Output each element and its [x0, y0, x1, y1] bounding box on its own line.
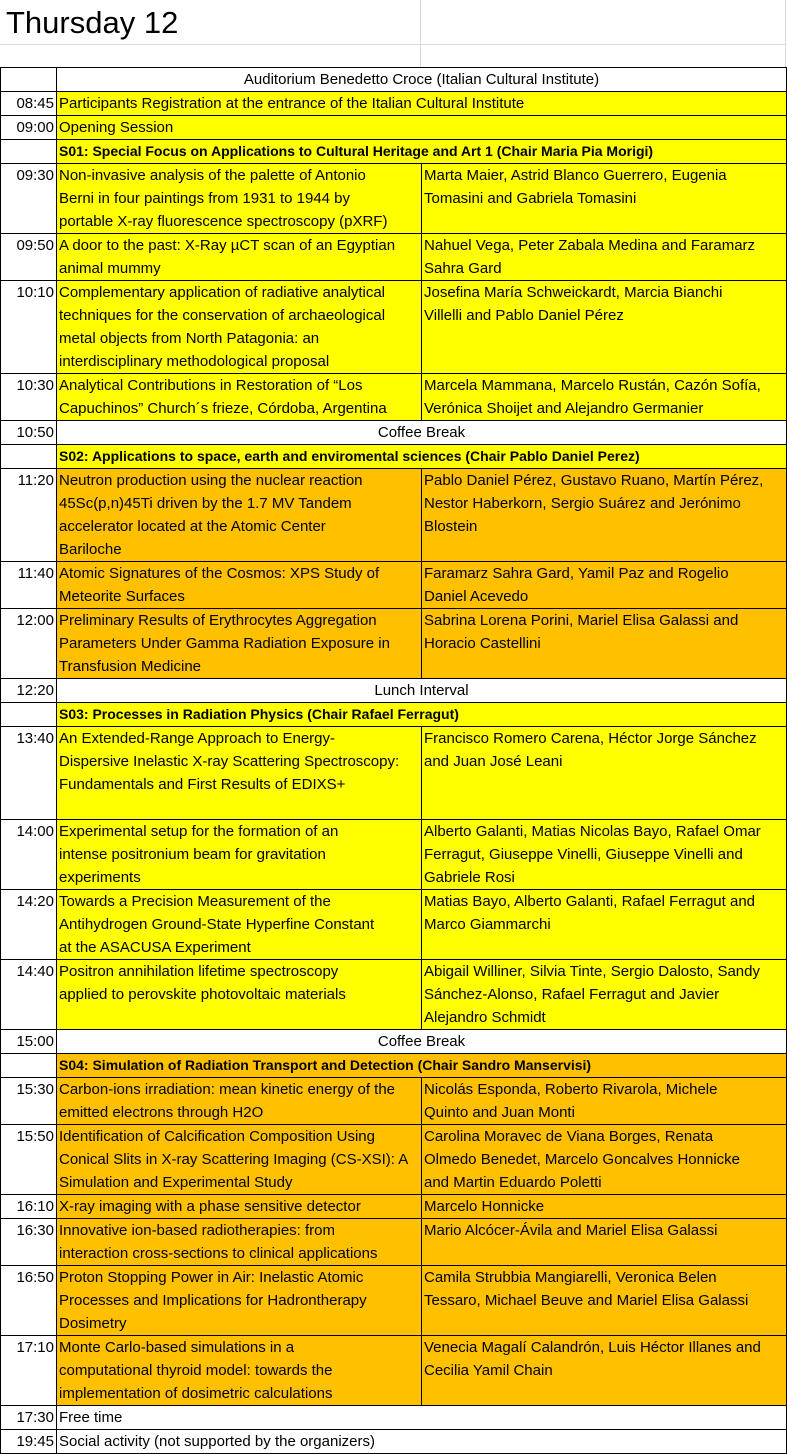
- talk-row: [1, 960, 787, 1030]
- time-cell: 17:10: [1, 1336, 57, 1406]
- session-title: S03: Processes in Radiation Physics (Chair Rafael Ferragut): [57, 703, 787, 727]
- talk-authors-line: Faramarz Sahra Gard, Yamil Paz and Rogelio: [424, 565, 729, 582]
- schedule-table: [0, 67, 787, 1454]
- time-cell: 19:45: [1, 1430, 57, 1454]
- talk-title-line: Meteorite Surfaces: [59, 588, 185, 605]
- time-cell: 17:30: [1, 1406, 57, 1430]
- talk-authors-line: Matias Bayo, Alberto Galanti, Rafael Ferragut and: [424, 893, 756, 910]
- event-row: [1, 92, 787, 116]
- talk-authors-line: Nahuel Vega, Peter Zabala Medina and Faramarz: [424, 237, 756, 254]
- talk-title-line: emitted electrons through H2O: [59, 1104, 264, 1121]
- time-cell: 12:20: [1, 679, 57, 703]
- talk-title-line: computational thyroid model: towards the: [59, 1362, 333, 1379]
- talk-title-line: Experimental setup for the formation of an: [59, 823, 339, 840]
- talk-authors: [422, 562, 787, 609]
- talk-title-line: Dosimetry: [59, 1315, 127, 1332]
- session-title: S04: Simulation of Radiation Transport and Detection (Chair Sandro Manservisi): [57, 1054, 787, 1078]
- time-cell: 12:00: [1, 609, 57, 679]
- time-cell: [1, 445, 57, 469]
- talk-authors: [422, 960, 787, 1030]
- talk-authors-line: Camila Strubbia Mangiarelli, Veronica Belen: [424, 1269, 717, 1286]
- venue-row: [1, 68, 787, 92]
- event-row: [1, 116, 787, 140]
- talk-authors-line: Mario Alcócer-Ávila and Mariel Elisa Galassi: [424, 1222, 718, 1239]
- talk-authors-line: Abigail Williner, Silvia Tinte, Sergio Dalosto, Sandy: [424, 963, 760, 980]
- talk-title: [57, 890, 422, 960]
- time-cell: 08:45: [1, 92, 57, 116]
- talk-authors: [422, 469, 787, 562]
- event-label: Participants Registration at the entrance of the Italian Cultural Institute: [57, 92, 787, 116]
- time-cell: [1, 1054, 57, 1078]
- time-cell: 15:50: [1, 1125, 57, 1195]
- time-cell: [1, 140, 57, 164]
- talk-authors-line: and Martin Eduardo Poletti: [424, 1174, 602, 1191]
- talk-authors-line: Quinto and Juan Monti: [424, 1104, 575, 1121]
- talk-title: [57, 960, 422, 1030]
- talk-title-line: accelerator located at the Atomic Center: [59, 518, 326, 535]
- session-row: [1, 703, 787, 727]
- talk-authors-line: Nicolás Esponda, Roberto Rivarola, Michele: [424, 1081, 718, 1098]
- time-cell: 15:00: [1, 1030, 57, 1054]
- spacer: [59, 796, 419, 819]
- talk-authors-line: Alberto Galanti, Matias Nicolas Bayo, Rafael Omar: [424, 823, 761, 840]
- talk-authors: [422, 1266, 787, 1336]
- talk-authors-line: Ferragut, Giuseppe Vinelli, Giuseppe Vinelli and: [424, 846, 743, 863]
- gridline: [420, 0, 421, 67]
- talk-row: [1, 374, 787, 421]
- talk-authors-line: Nestor Haberkorn, Sergio Suárez and Jerónimo: [424, 495, 741, 512]
- talk-row: [1, 820, 787, 890]
- talk-row: [1, 164, 787, 234]
- talk-row: [1, 1219, 787, 1266]
- talk-authors-line: Sabrina Lorena Porini, Mariel Elisa Galassi and: [424, 612, 739, 629]
- talk-title-line: Parameters Under Gamma Radiation Exposure in: [59, 635, 390, 652]
- talk-title-line: Proton Stopping Power in Air: Inelastic Atomic: [59, 1269, 364, 1286]
- talk-authors: [422, 1078, 787, 1125]
- talk-title: [57, 1078, 422, 1125]
- break-label: Coffee Break: [57, 421, 787, 445]
- talk-title: [57, 1266, 422, 1336]
- talk-title-line: metal objects from North Patagonia: an: [59, 330, 320, 347]
- talk-title-line: interaction cross-sections to clinical applications: [59, 1245, 378, 1262]
- event-label: Free time: [57, 1406, 787, 1430]
- time-cell: 15:30: [1, 1078, 57, 1125]
- talk-row: [1, 1078, 787, 1125]
- talk-row: [1, 1266, 787, 1336]
- talk-row: [1, 609, 787, 679]
- talk-authors-line: Alejandro Schmidt: [424, 1009, 546, 1026]
- talk-authors: [422, 609, 787, 679]
- time-cell: 16:30: [1, 1219, 57, 1266]
- talk-authors: [422, 1125, 787, 1195]
- talk-title-line: Bariloche: [59, 541, 122, 558]
- talk-row: [1, 234, 787, 281]
- time-cell: 10:50: [1, 421, 57, 445]
- talk-title-line: Complementary application of radiative analytical: [59, 284, 386, 301]
- talk-authors-line: Verónica Shoijet and Alejandro Germanier: [424, 400, 704, 417]
- time-cell: 14:20: [1, 890, 57, 960]
- talk-authors-line: Francisco Romero Carena, Héctor Jorge Sánchez: [424, 730, 757, 747]
- session-title: S01: Special Focus on Applications to Cultural Heritage and Art 1 (Chair Maria Pia Morigi): [57, 140, 787, 164]
- talk-authors: [422, 1195, 787, 1219]
- talk-authors-line: Daniel Acevedo: [424, 588, 529, 605]
- talk-title-line: applied to perovskite photovoltaic materials: [59, 986, 346, 1003]
- talk-title-line: Analytical Contributions in Restoration of “Los: [59, 377, 363, 394]
- time-cell: 11:20: [1, 469, 57, 562]
- talk-title-line: Towards a Precision Measurement of the: [59, 893, 331, 910]
- event-label: Social activity (not supported by the organizers): [57, 1430, 787, 1454]
- time-cell: [1, 68, 57, 92]
- break-row: [1, 679, 787, 703]
- talk-authors-line: Tessaro, Michael Beuve and Mariel Elisa Galassi: [424, 1292, 749, 1309]
- break-row: [1, 421, 787, 445]
- gridline: [0, 44, 786, 45]
- talk-authors-line: Olmedo Benedet, Marcelo Goncalves Honnicke: [424, 1151, 740, 1168]
- talk-title-line: Non-invasive analysis of the palette of Antonio: [59, 167, 366, 184]
- talk-authors-line: Josefina María Schweickardt, Marcia Bianchi: [424, 284, 723, 301]
- talk-authors-line: Marta Maier, Astrid Blanco Guerrero, Eugenia: [424, 167, 727, 184]
- talk-title-line: Processes and Implications for Hadrontherapy: [59, 1292, 367, 1309]
- page-title: Thursday 12: [6, 5, 179, 40]
- talk-title-line: Carbon-ions irradiation: mean kinetic energy of the: [59, 1081, 396, 1098]
- talk-row: [1, 562, 787, 609]
- talk-title-line: An Extended-Range Approach to Energy-: [59, 730, 336, 747]
- talk-authors-line: Blostein: [424, 518, 478, 535]
- talk-title: [57, 469, 422, 562]
- talk-title-line: Identification of Calcification Composition Using: [59, 1128, 375, 1145]
- session-row: [1, 140, 787, 164]
- time-cell: 09:00: [1, 116, 57, 140]
- talk-title-line: Neutron production using the nuclear reaction: [59, 472, 363, 489]
- talk-authors: [422, 820, 787, 890]
- talk-authors-line: Cecilia Yamil Chain: [424, 1362, 553, 1379]
- time-cell: [1, 703, 57, 727]
- talk-authors-line: Gabriele Rosi: [424, 869, 515, 886]
- talk-title: [57, 727, 422, 820]
- talk-title-line: interdisciplinary methodological proposal: [59, 353, 330, 370]
- talk-authors: [422, 890, 787, 960]
- talk-title-line: Conical Slits in X-ray Scattering Imaging (CS-XSI): A: [59, 1151, 409, 1168]
- break-label: Lunch Interval: [57, 679, 787, 703]
- session-row: [1, 445, 787, 469]
- talk-authors: [422, 1219, 787, 1266]
- talk-row: [1, 1336, 787, 1406]
- talk-title-line: at the ASACUSA Experiment: [59, 939, 251, 956]
- talk-authors: [422, 281, 787, 374]
- gridline: [785, 0, 786, 67]
- talk-row: [1, 469, 787, 562]
- talk-title: [57, 234, 422, 281]
- talk-title-line: Atomic Signatures of the Cosmos: XPS Study of: [59, 565, 380, 582]
- talk-title-line: A door to the past: X-Ray µCT scan of an Egyptian: [59, 237, 396, 254]
- talk-row: [1, 1195, 787, 1219]
- talk-title: [57, 1336, 422, 1406]
- talk-title-line: Monte Carlo-based simulations in a: [59, 1339, 295, 1356]
- venue-header: Auditorium Benedetto Croce (Italian Cultural Institute): [57, 68, 787, 92]
- talk-title: [57, 374, 422, 421]
- event-row: [1, 1406, 787, 1430]
- talk-row: [1, 281, 787, 374]
- talk-title-line: Positron annihilation lifetime spectroscopy: [59, 963, 339, 980]
- talk-authors-line: and Juan José Leani: [424, 753, 563, 770]
- talk-title: [57, 820, 422, 890]
- talk-title-line: techniques for the conservation of archaeological: [59, 307, 386, 324]
- talk-title-line: 45Sc(p,n)45Ti driven by the 1.7 MV Tandem: [59, 495, 352, 512]
- talk-title: [57, 281, 422, 374]
- talk-title-line: Simulation and Experimental Study: [59, 1174, 293, 1191]
- talk-title: [57, 1195, 422, 1219]
- session-title: S02: Applications to space, earth and enviromental sciences (Chair Pablo Daniel Perez): [57, 445, 787, 469]
- talk-row: [1, 890, 787, 960]
- talk-authors-line: Horacio Castellini: [424, 635, 541, 652]
- talk-title-line: X-ray imaging with a phase sensitive detector: [59, 1198, 361, 1215]
- talk-authors-line: Tomasini and Gabriela Tomasini: [424, 190, 637, 207]
- talk-title: [57, 1125, 422, 1195]
- talk-title-line: intense positronium beam for gravitation: [59, 846, 326, 863]
- spacer: [59, 1006, 419, 1029]
- talk-authors-line: Carolina Moravec de Viana Borges, Renata: [424, 1128, 714, 1145]
- schedule-body: [1, 68, 787, 1454]
- talk-title-line: Innovative ion-based radiotherapies: from: [59, 1222, 335, 1239]
- talk-authors-line: Villelli and Pablo Daniel Pérez: [424, 307, 624, 324]
- talk-authors-line: Marcela Mammana, Marcelo Rustán, Cazón Sofía,: [424, 377, 761, 394]
- talk-title-line: animal mummy: [59, 260, 161, 277]
- talk-authors: [422, 727, 787, 820]
- talk-title-line: Transfusion Medicine: [59, 658, 202, 675]
- time-cell: 16:10: [1, 1195, 57, 1219]
- talk-authors: [422, 374, 787, 421]
- talk-authors: [422, 164, 787, 234]
- time-cell: 14:00: [1, 820, 57, 890]
- talk-authors-line: Sahra Gard: [424, 260, 502, 277]
- talk-title-line: Preliminary Results of Erythrocytes Aggregation: [59, 612, 377, 629]
- talk-title-line: implementation of dosimetric calculations: [59, 1385, 333, 1402]
- talk-title-line: Capuchinos” Church´s frieze, Córdoba, Argentina: [59, 400, 387, 417]
- talk-title-line: Fundamentals and First Results of EDIXS+: [59, 776, 346, 793]
- time-cell: 10:30: [1, 374, 57, 421]
- talk-authors-line: Venecia Magalí Calandrón, Luis Héctor Illanes and: [424, 1339, 761, 1356]
- talk-title: [57, 562, 422, 609]
- time-cell: 16:50: [1, 1266, 57, 1336]
- time-cell: 09:50: [1, 234, 57, 281]
- talk-authors: [422, 234, 787, 281]
- session-row: [1, 1054, 787, 1078]
- talk-title-line: Antihydrogen Ground-State Hyperfine Constant: [59, 916, 375, 933]
- talk-row: [1, 1125, 787, 1195]
- talk-row: [1, 727, 787, 820]
- talk-title: [57, 609, 422, 679]
- talk-authors-line: Marcelo Honnicke: [424, 1198, 545, 1215]
- talk-title-line: Berni in four paintings from 1931 to 1944 by: [59, 190, 351, 207]
- time-cell: 10:10: [1, 281, 57, 374]
- talk-title-line: portable X-ray fluorescence spectroscopy (pXRF): [59, 213, 388, 230]
- break-row: [1, 1030, 787, 1054]
- talk-title-line: Dispersive Inelastic X-ray Scattering Spectroscopy:: [59, 753, 400, 770]
- break-label: Coffee Break: [57, 1030, 787, 1054]
- talk-authors-line: Sánchez-Alonso, Rafael Ferragut and Javier: [424, 986, 720, 1003]
- talk-title-line: experiments: [59, 869, 141, 886]
- talk-authors-line: Pablo Daniel Pérez, Gustavo Ruano, Martín Pérez,: [424, 472, 764, 489]
- time-cell: 14:40: [1, 960, 57, 1030]
- time-cell: 09:30: [1, 164, 57, 234]
- talk-authors: [422, 1336, 787, 1406]
- talk-title: [57, 1219, 422, 1266]
- time-cell: 11:40: [1, 562, 57, 609]
- event-label: Opening Session: [57, 116, 787, 140]
- talk-title: [57, 164, 422, 234]
- time-cell: 13:40: [1, 727, 57, 820]
- event-row: [1, 1430, 787, 1454]
- talk-authors-line: Marco Giammarchi: [424, 916, 551, 933]
